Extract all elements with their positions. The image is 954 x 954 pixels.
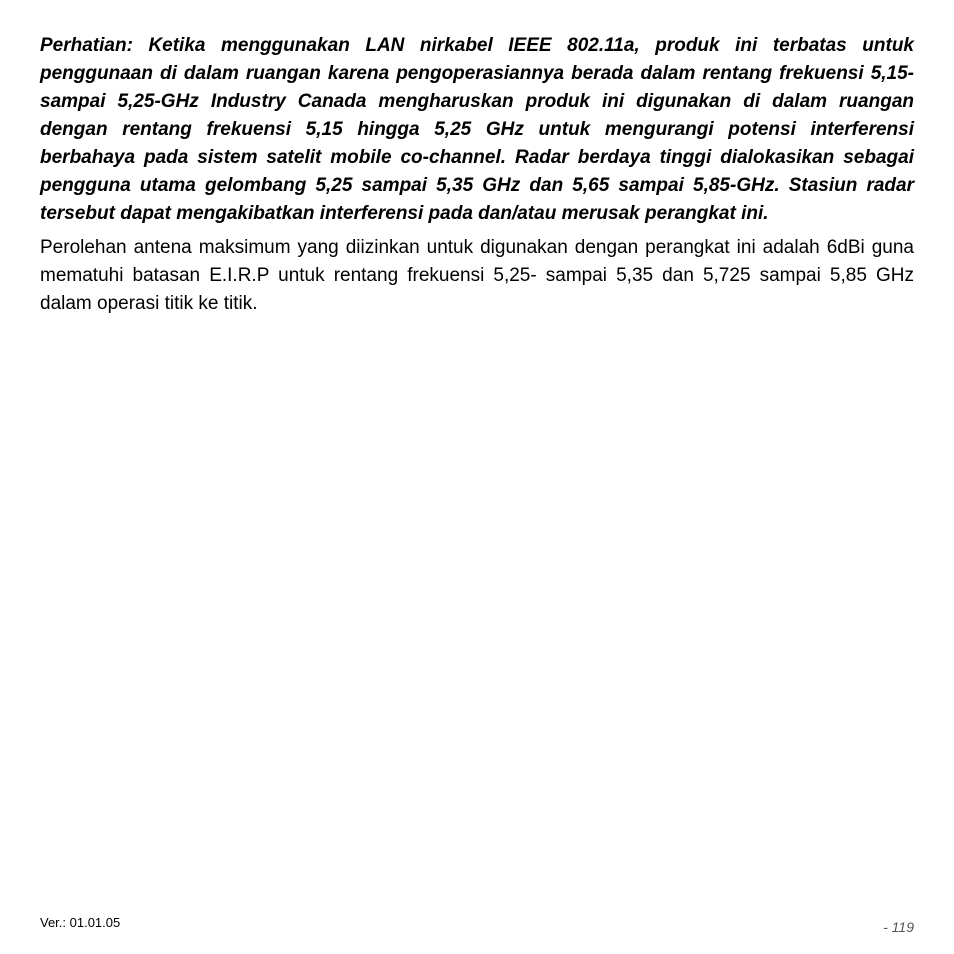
warning-paragraph: Perhatian: Ketika menggunakan LAN nirkabel IEEE 802.11a, produk ini terbatas untuk penggunaan di dalam ruangan karena pengoperasiannya berada dalam rentang frekuensi 5,15- sampai 5,25-GHz Industry Canada mengharuskan produk ini digunakan di dalam ruangan dengan rentang frekuensi 5,15 hingga 5,25 GHz untuk mengurangi potensi interferensi berbahaya pada sistem satelit mobile co-channel. Radar berdaya tinggi dialokasikan sebagai pengguna utama gelombang 5,25 sampai 5,35 GHz dan 5,65 sampai 5,85-GHz. Stasiun radar tersebut dapat mengakibatkan interferensi pada dan/atau merusak perangkat ini. — [40, 35, 914, 224]
page-number: - 119 — [883, 919, 914, 935]
version-label: Ver.: 01.01.05 — [40, 915, 121, 930]
document-body — [40, 32, 914, 318]
antenna-gain-paragraph: Perolehan antena maksimum yang diizinkan untuk digunakan dengan perangkat ini adalah 6dBi guna mematuhi batasan E.I.R.P untuk rentang frekuensi 5,25- sampai 5,35 dan 5,725 sampai 5,85 GHz dalam operasi titik ke titik. — [40, 237, 914, 314]
